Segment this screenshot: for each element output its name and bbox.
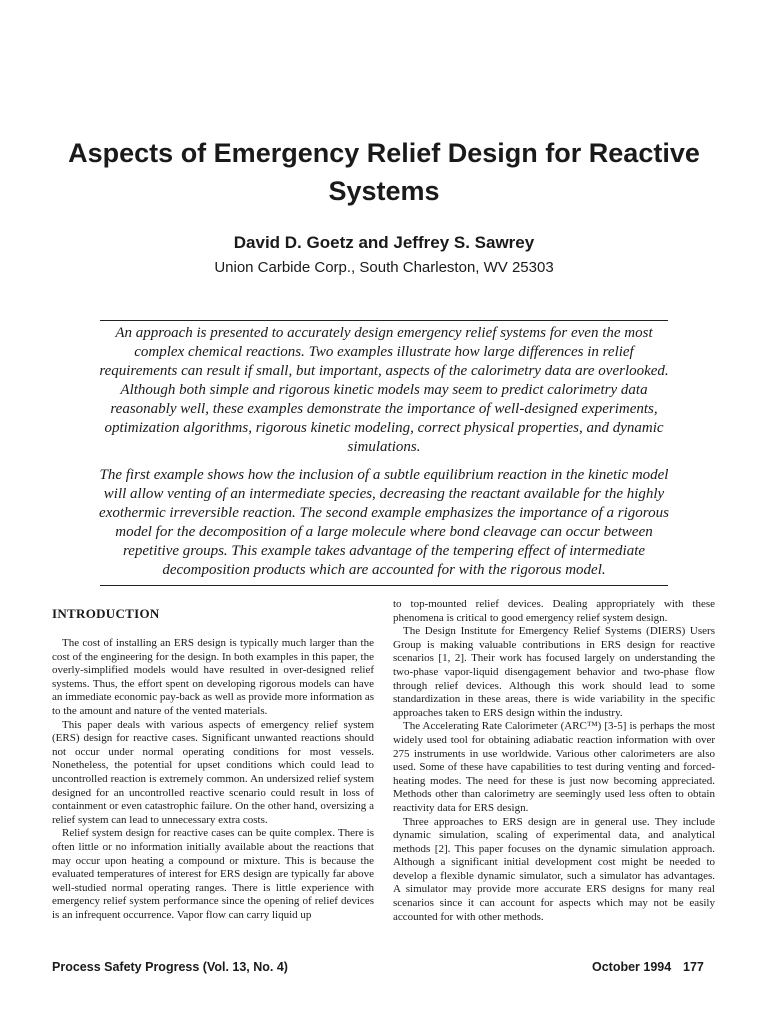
abstract-paragraph-2: The first example shows how the inclusion of a subtle equilibrium reaction in the kinetic model will allow venting of an intermediate species, decreasing the reactant available for the highly exothermic irreversible reaction. The second example emphasizes the importance of a rigorous model for the decomposition of a large molecule where bond cleavage can occur between repetitive groups. This example takes advantage of the tempering effect of intermediate decomposition products which are accounted for with the rigorous model. [99, 467, 669, 578]
article-authors: David D. Goetz and Jeffrey S. Sawrey [233, 233, 535, 252]
right-paragraph-2: The Accelerating Rate Calorimeter (ARC™) [3-5] is perhaps the most widely used tool for obtaining adiabatic reaction information with over 275 instruments in use worldwide. Various other calorimeters are also used. Some of these have capabilities to test during venting and forced-heating modes. The need for these is just now becoming appreciated. Methods other than calorimetry are seemingly used less often to obtain reactivity data for ERS design. [393, 720, 715, 814]
footer-date: October 1994 [592, 960, 672, 974]
abstract-paragraph-1: An approach is presented to accurately design emergency relief systems for even the most complex chemical reactions. Two examples illustrate how large differences in relief requirements can result if small, but important, aspects of the calorimetry data are overlooked. Although both simple and rigorous kinetic models may seem to predict calorimetry data reasonably well, these examples demonstrate the importance of well-designed experiments, optimization algorithms, rigorous kinetic modeling, correct physical properties, and dynamic simulations. [99, 325, 669, 455]
page-number: 177 [683, 960, 704, 974]
right-paragraph-continuation: to top-mounted relief devices. Dealing appropriately with these phenomena is critical to good emergency relief system design. [393, 598, 715, 624]
left-paragraph-1: The cost of installing an ERS design is typically much larger than the cost of the engineering for the design. In both examples in this paper, the overly-simplified models would have resulted in over-designed relief systems. Thus, the effort spent on developing rigorous models can have an immediate economic pay-back as well as provide more information as to the amount and nature of the vented materials. [52, 637, 374, 717]
article-title: Aspects of Emergency Relief Design for Reactive Systems [68, 138, 700, 206]
abstract-top-rule [100, 320, 668, 321]
section-heading-introduction: INTRODUCTION [52, 606, 160, 621]
right-paragraph-1: The Design Institute for Emergency Relief Systems (DIERS) Users Group is making valuable contributions in ERS design for reactive scenarios [1, 2]. Their work has focused largely on understanding the two-phase vapor-liquid disengagement behavior and two-phase flow through relief devices. Although this work should lead to some standardization in these areas, there is wide variability in the specific approaches taken to ERS design within the industry. [393, 625, 715, 719]
author-affiliation: Union Carbide Corp., South Charleston, WV 25303 [214, 259, 554, 276]
left-paragraph-2: This paper deals with various aspects of emergency relief system (ERS) design for reactive cases. Significant unwanted reactions should not occur under normal operating conditions for most vessels. Nonetheless, the potential for upset conditions which could lead to uncontrolled reaction is extremely common. An undersized relief system designed for an uncontrolled reactive scenario could result in loss of containment or even catastrophic failure. On the other hand, oversizing a relief system can lead to unnecessary extra costs. [52, 718, 374, 826]
abstract-bottom-rule [100, 585, 668, 586]
left-column [52, 598, 374, 922]
footer-journal: Process Safety Progress (Vol. 13, No. 4) [52, 960, 288, 974]
left-paragraph-3: Relief system design for reactive cases can be quite complex. There is often little or no information initially available about the reactions that may occur upon heating a compound or mixture. This is because the evaluated temperatures of interest for ERS design are typically far above well-studied normal operating ranges. There is little experience with emergency relief system performance since the opening of relief devices is an infrequent occurrence. Vapor flow can carry liquid up [52, 827, 374, 921]
right-paragraph-3: Three approaches to ERS design are in general use. They include dynamic simulation, scaling of experimental data, and analytical methods [2]. This paper focuses on the dynamic simulation approach. Although a significant initial development cost might be needed to develop a flexible dynamic simulator, such a simulator has advantages. A simulator may provide more accurate ERS designs for many real scenarios since it can account for aspects which may not be easily accounted for with other methods. [393, 815, 715, 923]
right-column [393, 598, 715, 924]
